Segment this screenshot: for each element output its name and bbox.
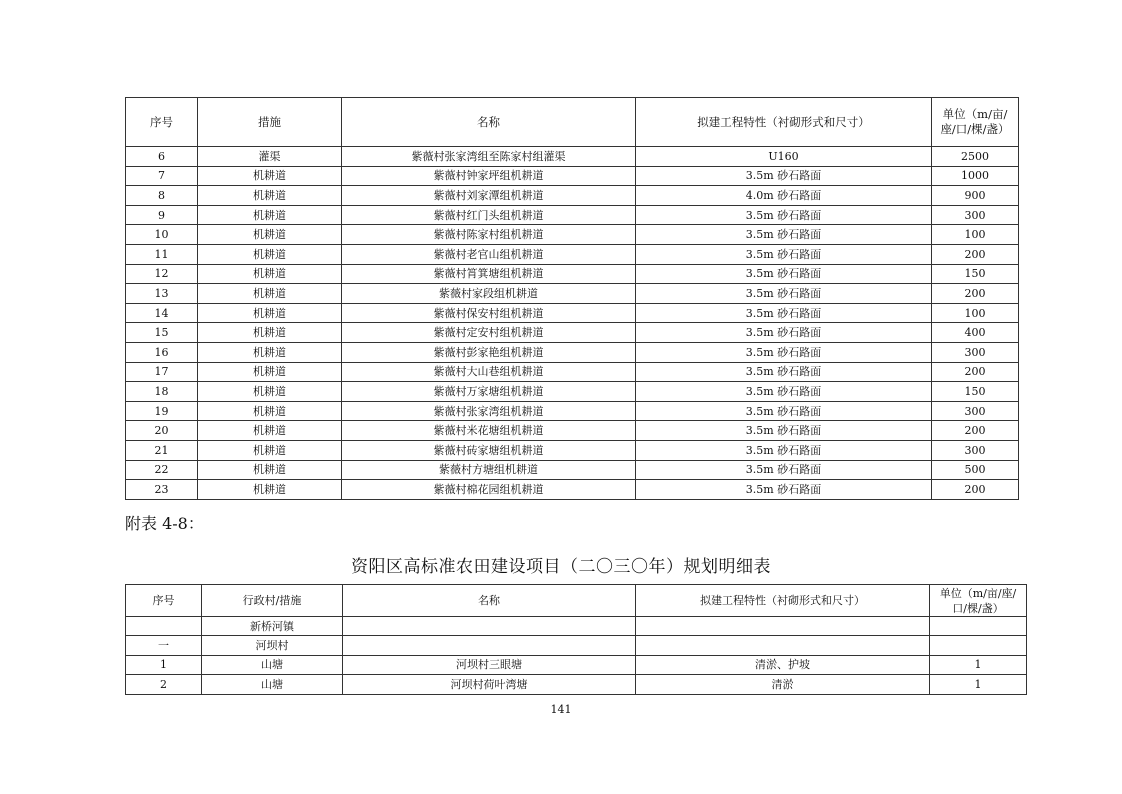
table-cell: 400 (932, 323, 1019, 343)
table-cell: 3.5m 砂石路面 (636, 264, 932, 284)
header-cell-index: 序号 (126, 585, 202, 617)
table-cell (343, 617, 636, 636)
table-row (126, 284, 1019, 304)
table-cell (636, 617, 930, 636)
header-cell-name: 名称 (343, 585, 636, 617)
table-cell: 300 (932, 205, 1019, 225)
table-cell: 100 (932, 303, 1019, 323)
table-1-body (126, 147, 1019, 500)
table-cell: 4.0m 砂石路面 (636, 186, 932, 206)
table-cell: 2 (126, 675, 202, 694)
table-cell (343, 636, 636, 655)
table-cell: 机耕道 (198, 421, 342, 441)
table-cell: 机耕道 (198, 382, 342, 402)
header-cell-index: 序号 (126, 98, 198, 147)
table-cell: 200 (932, 421, 1019, 441)
table-cell: 1 (126, 655, 202, 674)
table-cell: 300 (932, 342, 1019, 362)
table-cell: 3.5m 砂石路面 (636, 440, 932, 460)
table-cell: 150 (932, 382, 1019, 402)
table-title: 资阳区高标准农田建设项目（二〇三〇年）规划明细表 (351, 557, 771, 577)
table-cell: 900 (932, 186, 1019, 206)
table-cell: 300 (932, 401, 1019, 421)
table-cell: 机耕道 (198, 264, 342, 284)
table-row (126, 655, 1027, 674)
header-cell-spec: 拟建工程特性（衬砌形式和尺寸） (636, 98, 932, 147)
table-cell: 机耕道 (198, 362, 342, 382)
table-cell: 紫薇村定安村组机耕道 (342, 323, 636, 343)
table-cell: 机耕道 (198, 186, 342, 206)
table-cell: 3.5m 砂石路面 (636, 166, 932, 186)
table-cell: 3.5m 砂石路面 (636, 284, 932, 304)
table-cell: 紫薇村陈家村组机耕道 (342, 225, 636, 245)
table-cell: 1000 (932, 166, 1019, 186)
table-cell: 3.5m 砂石路面 (636, 225, 932, 245)
table-cell: 12 (126, 264, 198, 284)
table-row (126, 421, 1019, 441)
table-cell: 紫薇村砖家塘组机耕道 (342, 440, 636, 460)
table-row (126, 342, 1019, 362)
table-cell: 机耕道 (198, 440, 342, 460)
table-cell: 7 (126, 166, 198, 186)
table-row (126, 480, 1019, 500)
table-1 (125, 97, 1019, 500)
table-cell: 紫薇村万家塘组机耕道 (342, 382, 636, 402)
table-cell: 3.5m 砂石路面 (636, 323, 932, 343)
table-cell: 18 (126, 382, 198, 402)
table-row (126, 636, 1027, 655)
table-cell: 3.5m 砂石路面 (636, 480, 932, 500)
table-cell: 200 (932, 284, 1019, 304)
table-cell (126, 617, 202, 636)
table-cell: 机耕道 (198, 323, 342, 343)
table-cell: 紫薇村钟家坪组机耕道 (342, 166, 636, 186)
table-cell: 3.5m 砂石路面 (636, 401, 932, 421)
table-row (126, 362, 1019, 382)
page-number: 141 (550, 703, 572, 716)
table-cell: 20 (126, 421, 198, 441)
table-cell: 22 (126, 460, 198, 480)
table-cell: 500 (932, 460, 1019, 480)
table-cell: 紫薇村刘家潭组机耕道 (342, 186, 636, 206)
table-cell: 机耕道 (198, 205, 342, 225)
table-cell: 6 (126, 147, 198, 167)
table-cell: 机耕道 (198, 284, 342, 304)
header-cell-unit: 单位（m/亩/座/口/棵/盏） (932, 98, 1019, 147)
table-cell: 1 (930, 655, 1027, 674)
table-cell: 3.5m 砂石路面 (636, 421, 932, 441)
table-cell: 8 (126, 186, 198, 206)
table-cell: U160 (636, 147, 932, 167)
table-cell: 3.5m 砂石路面 (636, 460, 932, 480)
table-2-body (126, 617, 1027, 695)
table-cell: 2500 (932, 147, 1019, 167)
table-row (126, 147, 1019, 167)
table-cell: 紫薇村米花塘组机耕道 (342, 421, 636, 441)
table-cell: 300 (932, 440, 1019, 460)
table-row (126, 166, 1019, 186)
table-cell: 河坝村 (202, 636, 343, 655)
table-cell: 机耕道 (198, 401, 342, 421)
table-cell: 3.5m 砂石路面 (636, 303, 932, 323)
header-cell-village-measure: 行政村/措施 (202, 585, 343, 617)
table-2-header-row (126, 585, 1027, 617)
table-cell: 机耕道 (198, 225, 342, 245)
table-cell: 紫薇村彭家艳组机耕道 (342, 342, 636, 362)
header-cell-measure: 措施 (198, 98, 342, 147)
table-cell: 3.5m 砂石路面 (636, 244, 932, 264)
table-cell: 17 (126, 362, 198, 382)
table-cell: 机耕道 (198, 303, 342, 323)
header-cell-unit: 单位（m/亩/座/口/棵/盏） (930, 585, 1027, 617)
table-cell (930, 617, 1027, 636)
table-cell: 河坝村荷叶湾塘 (343, 675, 636, 694)
table-cell: 1 (930, 675, 1027, 694)
table-cell: 150 (932, 264, 1019, 284)
table-cell: 200 (932, 244, 1019, 264)
table-cell: 机耕道 (198, 460, 342, 480)
table-cell: 机耕道 (198, 480, 342, 500)
table-cell: 紫薇村筲箕塘组机耕道 (342, 264, 636, 284)
table-row (126, 460, 1019, 480)
table-cell: 清淤 (636, 675, 930, 694)
table-cell: 10 (126, 225, 198, 245)
table-cell: 紫薇村棉花园组机耕道 (342, 480, 636, 500)
table-cell: 23 (126, 480, 198, 500)
table-cell: 清淤、护坡 (636, 655, 930, 674)
table-cell: 机耕道 (198, 244, 342, 264)
table-row (126, 244, 1019, 264)
table-row (126, 382, 1019, 402)
table-cell: 200 (932, 480, 1019, 500)
table-row (126, 440, 1019, 460)
table-cell: 灌渠 (198, 147, 342, 167)
table-cell: 紫薇村保安村组机耕道 (342, 303, 636, 323)
table-row (126, 205, 1019, 225)
table-cell: 21 (126, 440, 198, 460)
table-cell: 紫薇村红门头组机耕道 (342, 205, 636, 225)
table-cell: 一 (126, 636, 202, 655)
table-cell: 紫薇村张家湾组至陈家村组灌渠 (342, 147, 636, 167)
table-cell: 11 (126, 244, 198, 264)
table-cell: 紫薇村大山巷组机耕道 (342, 362, 636, 382)
table-cell: 机耕道 (198, 342, 342, 362)
table-cell: 河坝村三眼塘 (343, 655, 636, 674)
table-cell: 山塘 (202, 675, 343, 694)
table-cell: 3.5m 砂石路面 (636, 342, 932, 362)
table-cell: 山塘 (202, 655, 343, 674)
table-1-header-row (126, 98, 1019, 147)
table-cell (636, 636, 930, 655)
table-cell: 16 (126, 342, 198, 362)
header-cell-spec: 拟建工程特性（衬砌形式和尺寸） (636, 585, 930, 617)
table-cell: 200 (932, 362, 1019, 382)
table-cell: 3.5m 砂石路面 (636, 382, 932, 402)
table-cell: 14 (126, 303, 198, 323)
table-row (126, 617, 1027, 636)
table-2 (125, 584, 1027, 695)
table-row (126, 264, 1019, 284)
table-row (126, 303, 1019, 323)
table-row (126, 225, 1019, 245)
table-cell: 紫薇村家段组机耕道 (342, 284, 636, 304)
table-cell: 紫薇村方塘组机耕道 (342, 460, 636, 480)
header-cell-name: 名称 (342, 98, 636, 147)
table-caption: 附表 4-8： (125, 514, 204, 533)
table-cell: 19 (126, 401, 198, 421)
table-cell: 3.5m 砂石路面 (636, 362, 932, 382)
table-cell: 13 (126, 284, 198, 304)
table-row (126, 186, 1019, 206)
table-cell: 机耕道 (198, 166, 342, 186)
table-cell: 100 (932, 225, 1019, 245)
table-cell: 15 (126, 323, 198, 343)
table-cell (930, 636, 1027, 655)
table-row (126, 675, 1027, 694)
table-cell: 紫薇村张家湾组机耕道 (342, 401, 636, 421)
table-cell: 9 (126, 205, 198, 225)
table-cell: 3.5m 砂石路面 (636, 205, 932, 225)
table-row (126, 323, 1019, 343)
table-cell: 新桥河镇 (202, 617, 343, 636)
table-cell: 紫薇村老官山组机耕道 (342, 244, 636, 264)
table-row (126, 401, 1019, 421)
